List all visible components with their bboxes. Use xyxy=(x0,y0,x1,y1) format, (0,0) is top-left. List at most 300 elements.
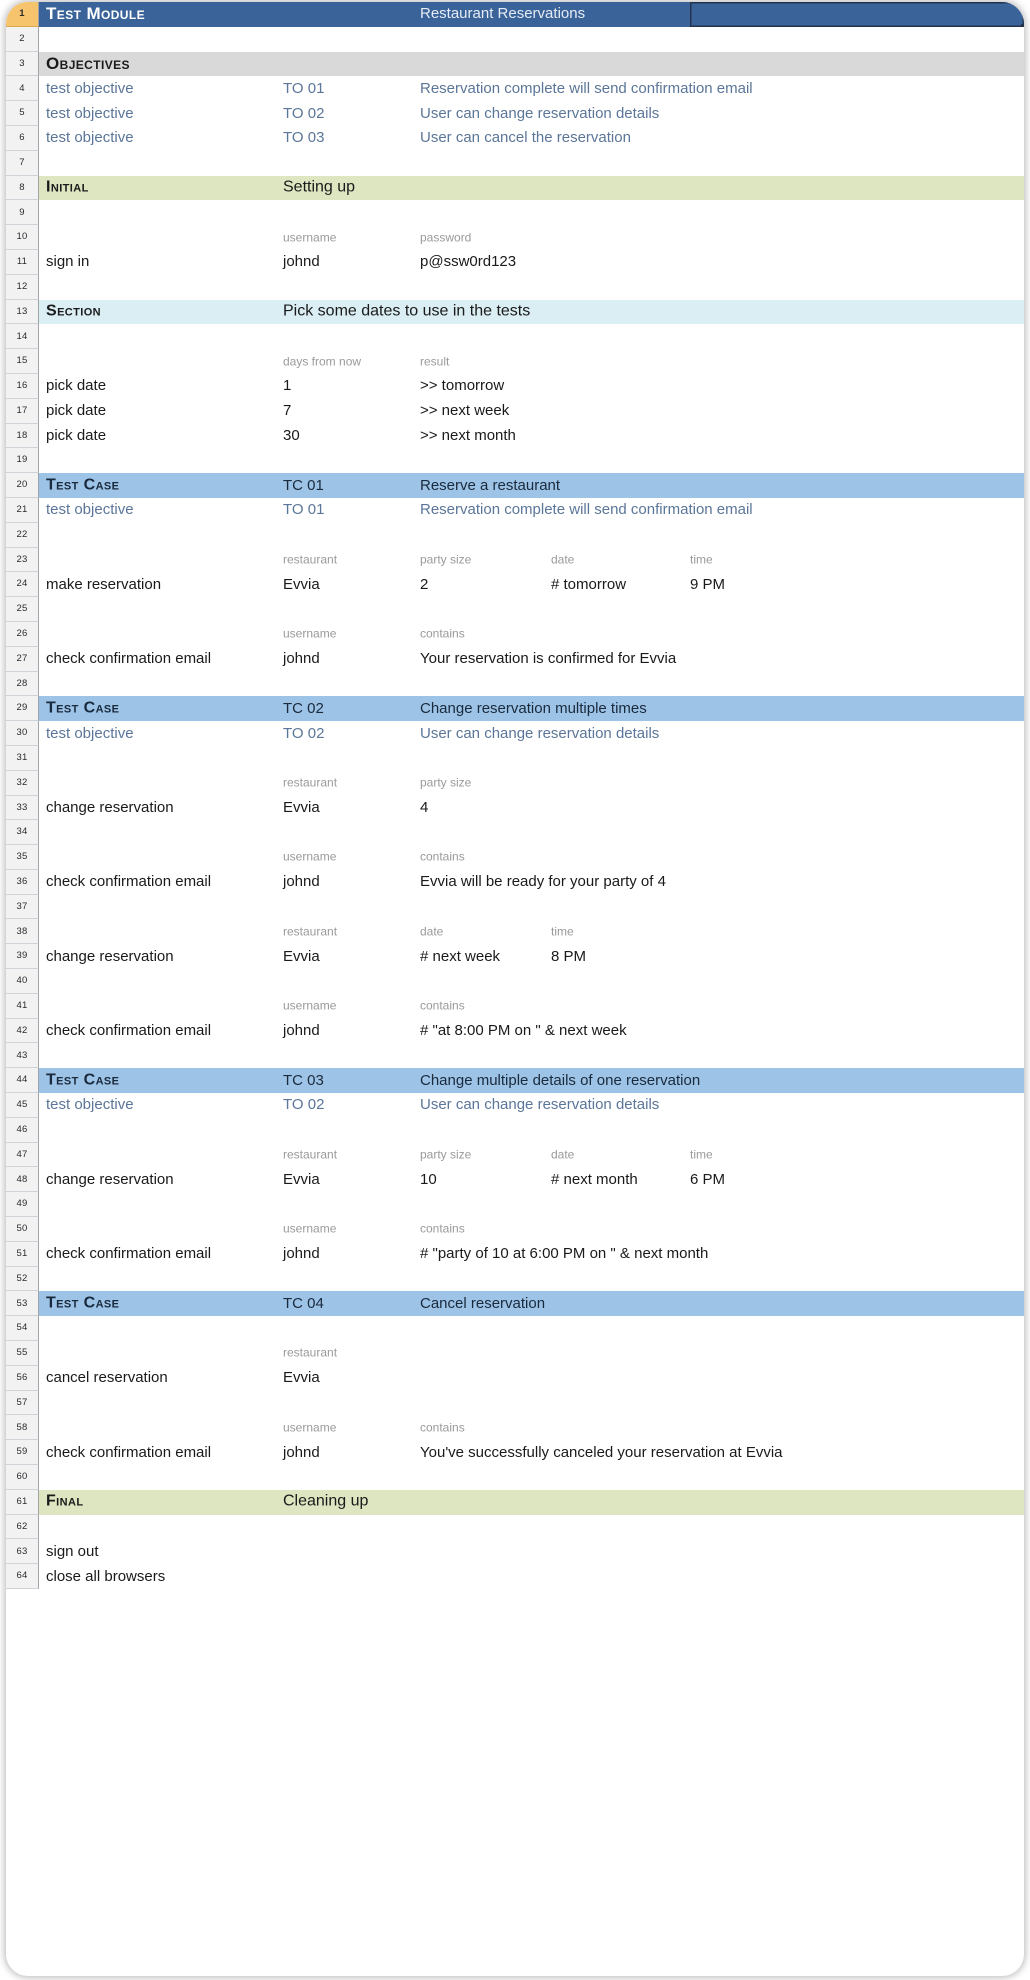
cell-A63[interactable]: sign out xyxy=(46,1542,99,1560)
cell-D47[interactable]: date xyxy=(551,1147,575,1162)
row-header[interactable]: 10 xyxy=(6,225,39,250)
row-background xyxy=(39,300,1024,325)
cell-B51[interactable]: johnd xyxy=(283,1245,320,1263)
row-header[interactable]: 63 xyxy=(6,1539,39,1564)
cell-E48[interactable]: 6 PM xyxy=(690,1170,726,1188)
row-header[interactable]: 32 xyxy=(6,771,39,796)
row-header[interactable]: 42 xyxy=(6,1019,39,1044)
cell-A16[interactable]: pick date xyxy=(46,377,107,395)
sheet-row[interactable] xyxy=(6,1490,1024,1515)
cell-C44[interactable]: Change multiple details of one reservation xyxy=(420,1071,701,1089)
sheet-row[interactable] xyxy=(6,448,1024,473)
cell-C21[interactable]: Reservation complete will send confirmation email xyxy=(420,501,753,519)
cell-D23[interactable]: date xyxy=(551,552,575,567)
cell-B23[interactable]: restaurant xyxy=(283,552,338,567)
cell-B30[interactable]: TO 02 xyxy=(283,724,325,742)
sheet-row[interactable] xyxy=(6,696,1024,721)
cell-B47[interactable]: restaurant xyxy=(283,1147,338,1162)
cell-B38[interactable]: restaurant xyxy=(283,924,338,939)
sheet-row[interactable] xyxy=(6,76,1024,101)
row-cells xyxy=(39,1490,1024,1515)
cell-B39[interactable]: Evvia xyxy=(283,947,320,965)
cell-A61[interactable]: Final xyxy=(46,1492,84,1510)
cell-B42[interactable]: johnd xyxy=(283,1022,320,1040)
cell-A11[interactable]: sign in xyxy=(46,253,90,271)
cell-A4[interactable]: test objective xyxy=(46,79,134,97)
row-background xyxy=(39,1539,1024,1564)
sheet-row[interactable] xyxy=(6,1019,1024,1044)
cell-C41[interactable]: contains xyxy=(420,998,465,1013)
row-background xyxy=(39,399,1024,424)
row-header[interactable]: 29 xyxy=(6,696,39,721)
sheet-row[interactable] xyxy=(6,1440,1024,1465)
sheet-row[interactable] xyxy=(6,919,1024,944)
sheet-row[interactable] xyxy=(6,1465,1024,1490)
sheet-row[interactable] xyxy=(6,349,1024,374)
cell-A20[interactable]: Test Case xyxy=(46,476,120,494)
row-header[interactable]: 33 xyxy=(6,796,39,821)
row-cells xyxy=(39,1440,1024,1465)
row-header[interactable]: 8 xyxy=(6,176,39,201)
cell-C53[interactable]: Cancel reservation xyxy=(420,1294,546,1312)
sheet-row[interactable] xyxy=(6,820,1024,845)
row-background xyxy=(39,151,1024,176)
row-cells xyxy=(39,424,1024,449)
sheet-row[interactable] xyxy=(6,1564,1024,1589)
row-header[interactable]: 36 xyxy=(6,870,39,895)
cell-A33[interactable]: change reservation xyxy=(46,799,174,817)
cell-A36[interactable]: check confirmation email xyxy=(46,873,212,891)
cell-A6[interactable]: test objective xyxy=(46,129,134,147)
row-header[interactable]: 14 xyxy=(6,324,39,349)
sheet-row[interactable] xyxy=(6,771,1024,796)
sheet-row[interactable] xyxy=(6,597,1024,622)
row-header[interactable]: 17 xyxy=(6,399,39,424)
sheet-row[interactable] xyxy=(6,1415,1024,1440)
row-header[interactable]: 11 xyxy=(6,250,39,275)
row-cells xyxy=(39,52,1024,77)
row-cells xyxy=(39,647,1024,672)
row-background xyxy=(39,52,1024,77)
sheet-row[interactable] xyxy=(6,300,1024,325)
row-background xyxy=(39,572,1024,597)
row-header[interactable]: 39 xyxy=(6,944,39,969)
cell-C17[interactable]: >> next week xyxy=(420,402,510,420)
sheet-row[interactable] xyxy=(6,1341,1024,1366)
sheet-row[interactable] xyxy=(6,1167,1024,1192)
row-header[interactable]: 20 xyxy=(6,473,39,498)
cell-A30[interactable]: test objective xyxy=(46,724,134,742)
sheet-row[interactable] xyxy=(6,994,1024,1019)
cell-C38[interactable]: date xyxy=(420,924,444,939)
row-header[interactable]: 19 xyxy=(6,448,39,473)
cell-C6[interactable]: User can cancel the reservation xyxy=(420,129,631,147)
sheet-row[interactable] xyxy=(6,473,1024,498)
sheet-row[interactable] xyxy=(6,1539,1024,1564)
row-background xyxy=(39,1564,1024,1589)
cell-B16[interactable]: 1 xyxy=(283,377,292,395)
row-background xyxy=(39,672,1024,697)
sheet-row[interactable] xyxy=(6,721,1024,746)
row-header[interactable]: 62 xyxy=(6,1515,39,1540)
sheet-row[interactable] xyxy=(6,176,1024,201)
row-header[interactable]: 15 xyxy=(6,349,39,374)
sheet-row[interactable] xyxy=(6,1291,1024,1316)
sheet-row[interactable] xyxy=(6,250,1024,275)
cell-C47[interactable]: party size xyxy=(420,1147,472,1162)
row-background xyxy=(39,845,1024,870)
row-header[interactable]: 25 xyxy=(6,597,39,622)
sheet-row[interactable] xyxy=(6,870,1024,895)
row-header[interactable]: 18 xyxy=(6,424,39,449)
sheet-row[interactable] xyxy=(6,1391,1024,1416)
row-header[interactable]: 53 xyxy=(6,1291,39,1316)
cell-C4[interactable]: Reservation complete will send confirmation email xyxy=(420,79,753,97)
cell-C35[interactable]: contains xyxy=(420,850,465,865)
row-cells xyxy=(39,572,1024,597)
row-header[interactable]: 21 xyxy=(6,498,39,523)
cell-C27[interactable]: Your reservation is confirmed for Evvia xyxy=(420,650,677,668)
cell-E23[interactable]: time xyxy=(690,552,713,567)
row-background xyxy=(39,349,1024,374)
sheet-row[interactable] xyxy=(6,845,1024,870)
cell-B17[interactable]: 7 xyxy=(283,402,292,420)
cell-B35[interactable]: username xyxy=(283,850,337,865)
cell-B29[interactable]: TC 02 xyxy=(283,699,324,717)
cell-A59[interactable]: check confirmation email xyxy=(46,1443,212,1461)
row-cells xyxy=(39,1564,1024,1589)
cell-A53[interactable]: Test Case xyxy=(46,1294,120,1312)
sheet-row[interactable] xyxy=(6,944,1024,969)
cell-B10[interactable]: username xyxy=(283,230,337,245)
row-cells xyxy=(39,1143,1024,1168)
row-header[interactable]: 55 xyxy=(6,1341,39,1366)
row-cells xyxy=(39,1267,1024,1292)
cell-C23[interactable]: party size xyxy=(420,552,472,567)
sheet-row[interactable] xyxy=(6,1043,1024,1068)
row-background xyxy=(39,746,1024,771)
row-background xyxy=(39,1118,1024,1143)
cell-A39[interactable]: change reservation xyxy=(46,947,174,965)
row-cells xyxy=(39,1316,1024,1341)
cell-B32[interactable]: restaurant xyxy=(283,775,338,790)
row-header[interactable]: 23 xyxy=(6,548,39,573)
row-header[interactable]: 60 xyxy=(6,1465,39,1490)
sheet-row[interactable] xyxy=(6,27,1024,52)
row-header[interactable]: 38 xyxy=(6,919,39,944)
row-cells xyxy=(39,250,1024,275)
cell-B36[interactable]: johnd xyxy=(283,873,320,891)
row-cells xyxy=(39,721,1024,746)
row-header[interactable]: 47 xyxy=(6,1143,39,1168)
sheet-row[interactable] xyxy=(6,796,1024,821)
row-header[interactable]: 44 xyxy=(6,1068,39,1093)
cell-D39[interactable]: 8 PM xyxy=(551,947,587,965)
sheet-row[interactable] xyxy=(6,399,1024,424)
cell-A13[interactable]: Section xyxy=(46,302,102,320)
sheet-row[interactable] xyxy=(6,572,1024,597)
cell-C30[interactable]: User can change reservation details xyxy=(420,724,660,742)
row-cells xyxy=(39,374,1024,399)
row-header[interactable]: 12 xyxy=(6,275,39,300)
cell-B44[interactable]: TC 03 xyxy=(283,1071,324,1089)
row-header[interactable]: 4 xyxy=(6,76,39,101)
cell-C45[interactable]: User can change reservation details xyxy=(420,1096,660,1114)
sheet-row[interactable] xyxy=(6,151,1024,176)
row-background xyxy=(39,448,1024,473)
cell-B33[interactable]: Evvia xyxy=(283,799,320,817)
cell-A8[interactable]: Initial xyxy=(46,178,89,196)
row-background xyxy=(39,324,1024,349)
spreadsheet-grid[interactable] xyxy=(6,2,1024,1589)
row-cells xyxy=(39,1391,1024,1416)
cell-B8[interactable]: Setting up xyxy=(283,178,356,196)
row-header[interactable]: 16 xyxy=(6,374,39,399)
row-header[interactable]: 30 xyxy=(6,721,39,746)
cell-C48[interactable]: 10 xyxy=(420,1170,437,1188)
cell-C32[interactable]: party size xyxy=(420,775,472,790)
sheet-row[interactable] xyxy=(6,969,1024,994)
cell-A24[interactable]: make reservation xyxy=(46,575,162,593)
cell-B5[interactable]: TO 02 xyxy=(283,104,325,122)
sheet-row[interactable] xyxy=(6,324,1024,349)
row-header[interactable]: 5 xyxy=(6,101,39,126)
cell-A17[interactable]: pick date xyxy=(46,402,107,420)
sheet-row[interactable] xyxy=(6,1068,1024,1093)
cell-B24[interactable]: Evvia xyxy=(283,575,320,593)
row-cells xyxy=(39,672,1024,697)
row-header[interactable]: 45 xyxy=(6,1093,39,1118)
cell-C18[interactable]: >> next month xyxy=(420,427,516,445)
sheet-row[interactable] xyxy=(6,101,1024,126)
cell-B6[interactable]: TO 03 xyxy=(283,129,325,147)
sheet-row[interactable] xyxy=(6,647,1024,672)
row-background xyxy=(39,1490,1024,1515)
sheet-row[interactable] xyxy=(6,126,1024,151)
cell-B18[interactable]: 30 xyxy=(283,427,300,445)
cell-B55[interactable]: restaurant xyxy=(283,1346,338,1361)
cell-C5[interactable]: User can change reservation details xyxy=(420,104,660,122)
row-background xyxy=(39,1391,1024,1416)
row-cells xyxy=(39,696,1024,721)
row-header[interactable]: 49 xyxy=(6,1192,39,1217)
row-header[interactable]: 31 xyxy=(6,746,39,771)
sheet-row[interactable] xyxy=(6,1118,1024,1143)
cell-C51[interactable]: # "party of 10 at 6:00 PM on " & next month xyxy=(420,1245,709,1263)
row-header[interactable]: 13 xyxy=(6,300,39,325)
row-background xyxy=(39,1316,1024,1341)
cell-A51[interactable]: check confirmation email xyxy=(46,1245,212,1263)
cell-A48[interactable]: change reservation xyxy=(46,1170,174,1188)
row-header[interactable]: 59 xyxy=(6,1440,39,1465)
cell-B56[interactable]: Evvia xyxy=(283,1369,320,1387)
cell-C20[interactable]: Reserve a restaurant xyxy=(420,476,561,494)
cell-B27[interactable]: johnd xyxy=(283,650,320,668)
cell-E24[interactable]: 9 PM xyxy=(690,575,726,593)
cell-D24[interactable]: # tomorrow xyxy=(551,575,627,593)
row-background xyxy=(39,225,1024,250)
row-cells xyxy=(39,1167,1024,1192)
cell-B53[interactable]: TC 04 xyxy=(283,1294,324,1312)
cell-C26[interactable]: contains xyxy=(420,627,465,642)
row-header[interactable]: 46 xyxy=(6,1118,39,1143)
row-cells xyxy=(39,523,1024,548)
row-background xyxy=(39,622,1024,647)
row-header[interactable]: 54 xyxy=(6,1316,39,1341)
row-background xyxy=(39,1415,1024,1440)
cell-A3[interactable]: Objectives xyxy=(46,54,130,74)
row-cells xyxy=(39,1539,1024,1564)
sheet-row[interactable] xyxy=(6,275,1024,300)
sheet-row[interactable] xyxy=(6,2,1024,27)
row-header[interactable]: 24 xyxy=(6,572,39,597)
row-header[interactable]: 43 xyxy=(6,1043,39,1068)
cell-A42[interactable]: check confirmation email xyxy=(46,1022,212,1040)
sheet-row[interactable] xyxy=(6,1316,1024,1341)
row-header[interactable]: 27 xyxy=(6,647,39,672)
row-background xyxy=(39,374,1024,399)
row-header[interactable]: 40 xyxy=(6,969,39,994)
row-header[interactable]: 61 xyxy=(6,1490,39,1515)
cell-B20[interactable]: TC 01 xyxy=(283,476,324,494)
cell-B45[interactable]: TO 02 xyxy=(283,1096,325,1114)
row-header[interactable]: 57 xyxy=(6,1391,39,1416)
cell-B59[interactable]: johnd xyxy=(283,1443,320,1461)
cell-C50[interactable]: contains xyxy=(420,1222,465,1237)
cell-C29[interactable]: Change reservation multiple times xyxy=(420,699,647,717)
row-background xyxy=(39,250,1024,275)
row-header[interactable]: 64 xyxy=(6,1564,39,1589)
sheet-row[interactable] xyxy=(6,1515,1024,1540)
row-header[interactable]: 48 xyxy=(6,1167,39,1192)
cell-C59[interactable]: You've successfully canceled your reservation at Evvia xyxy=(420,1443,783,1461)
sheet-row[interactable] xyxy=(6,424,1024,449)
row-background xyxy=(39,796,1024,821)
cell-A21[interactable]: test objective xyxy=(46,501,134,519)
sheet-row[interactable] xyxy=(6,746,1024,771)
cell-C24[interactable]: 2 xyxy=(420,575,429,593)
row-background xyxy=(39,1217,1024,1242)
sheet-row[interactable] xyxy=(6,622,1024,647)
cell-B61[interactable]: Cleaning up xyxy=(283,1492,369,1510)
row-cells xyxy=(39,275,1024,300)
sheet-row[interactable] xyxy=(6,498,1024,523)
row-cells xyxy=(39,1192,1024,1217)
row-header[interactable]: 22 xyxy=(6,523,39,548)
row-header[interactable]: 28 xyxy=(6,672,39,697)
row-cells xyxy=(39,796,1024,821)
sheet-row[interactable] xyxy=(6,1192,1024,1217)
cell-B13[interactable]: Pick some dates to use in the tests xyxy=(283,302,531,320)
sheet-row[interactable] xyxy=(6,1242,1024,1267)
sheet-row[interactable] xyxy=(6,1143,1024,1168)
sheet-row[interactable] xyxy=(6,1267,1024,1292)
sheet-row[interactable] xyxy=(6,200,1024,225)
cell-A18[interactable]: pick date xyxy=(46,427,107,445)
sheet-row[interactable] xyxy=(6,523,1024,548)
row-cells xyxy=(39,1415,1024,1440)
row-header[interactable]: 35 xyxy=(6,845,39,870)
row-cells xyxy=(39,176,1024,201)
cell-B11[interactable]: johnd xyxy=(283,253,320,271)
cell-C33[interactable]: 4 xyxy=(420,799,429,817)
row-cells xyxy=(39,870,1024,895)
row-header[interactable]: 41 xyxy=(6,994,39,1019)
row-cells xyxy=(39,1217,1024,1242)
sheet-row[interactable] xyxy=(6,225,1024,250)
row-header[interactable]: 52 xyxy=(6,1267,39,1292)
sheet-row[interactable] xyxy=(6,548,1024,573)
row-cells xyxy=(39,1341,1024,1366)
row-header[interactable]: 7 xyxy=(6,151,39,176)
row-header[interactable]: 1 xyxy=(6,2,39,27)
cell-C39[interactable]: # next week xyxy=(420,947,501,965)
cell-B48[interactable]: Evvia xyxy=(283,1170,320,1188)
cell-D38[interactable]: time xyxy=(551,924,574,939)
cell-A64[interactable]: close all browsers xyxy=(46,1567,166,1585)
row-header[interactable]: 51 xyxy=(6,1242,39,1267)
row-background xyxy=(39,275,1024,300)
row-header[interactable]: 2 xyxy=(6,27,39,52)
row-background xyxy=(39,771,1024,796)
row-header[interactable]: 56 xyxy=(6,1366,39,1391)
cell-E47[interactable]: time xyxy=(690,1147,713,1162)
cell-A44[interactable]: Test Case xyxy=(46,1071,120,1089)
sheet-row[interactable] xyxy=(6,1093,1024,1118)
cell-A5[interactable]: test objective xyxy=(46,104,134,122)
cell-A1[interactable]: Test Module xyxy=(46,4,146,24)
cell-C42[interactable]: # "at 8:00 PM on " & next week xyxy=(420,1022,627,1040)
sheet-row[interactable] xyxy=(6,1366,1024,1391)
row-header[interactable]: 58 xyxy=(6,1415,39,1440)
cell-B21[interactable]: TO 01 xyxy=(283,501,325,519)
cell-D48[interactable]: # next month xyxy=(551,1170,638,1188)
row-cells xyxy=(39,895,1024,920)
cell-B26[interactable]: username xyxy=(283,627,337,642)
row-header[interactable]: 34 xyxy=(6,820,39,845)
row-header[interactable]: 6 xyxy=(6,126,39,151)
row-header[interactable]: 37 xyxy=(6,895,39,920)
cell-C11[interactable]: p@ssw0rd123 xyxy=(420,253,517,271)
row-header[interactable]: 26 xyxy=(6,622,39,647)
cell-C15[interactable]: result xyxy=(420,354,450,369)
cell-C16[interactable]: >> tomorrow xyxy=(420,377,505,395)
cell-C1[interactable]: Restaurant Reservations xyxy=(420,5,586,23)
sheet-row[interactable] xyxy=(6,672,1024,697)
cell-A56[interactable]: cancel reservation xyxy=(46,1369,168,1387)
cell-C10[interactable]: password xyxy=(420,230,472,245)
sheet-row[interactable] xyxy=(6,895,1024,920)
cell-B4[interactable]: TO 01 xyxy=(283,79,325,97)
sheet-row[interactable] xyxy=(6,374,1024,399)
cell-A27[interactable]: check confirmation email xyxy=(46,650,212,668)
row-cells xyxy=(39,820,1024,845)
cell-A45[interactable]: test objective xyxy=(46,1096,134,1114)
sheet-row[interactable] xyxy=(6,52,1024,77)
cell-C58[interactable]: contains xyxy=(420,1420,465,1435)
cell-B58[interactable]: username xyxy=(283,1420,337,1435)
cell-A29[interactable]: Test Case xyxy=(46,699,120,717)
cell-B41[interactable]: username xyxy=(283,998,337,1013)
row-header[interactable]: 3 xyxy=(6,52,39,77)
cell-C36[interactable]: Evvia will be ready for your party of 4 xyxy=(420,873,666,891)
cell-B15[interactable]: days from now xyxy=(283,354,362,369)
sheet-row[interactable] xyxy=(6,1217,1024,1242)
row-background xyxy=(39,919,1024,944)
cell-B50[interactable]: username xyxy=(283,1222,337,1237)
row-header[interactable]: 50 xyxy=(6,1217,39,1242)
row-header[interactable]: 9 xyxy=(6,200,39,225)
